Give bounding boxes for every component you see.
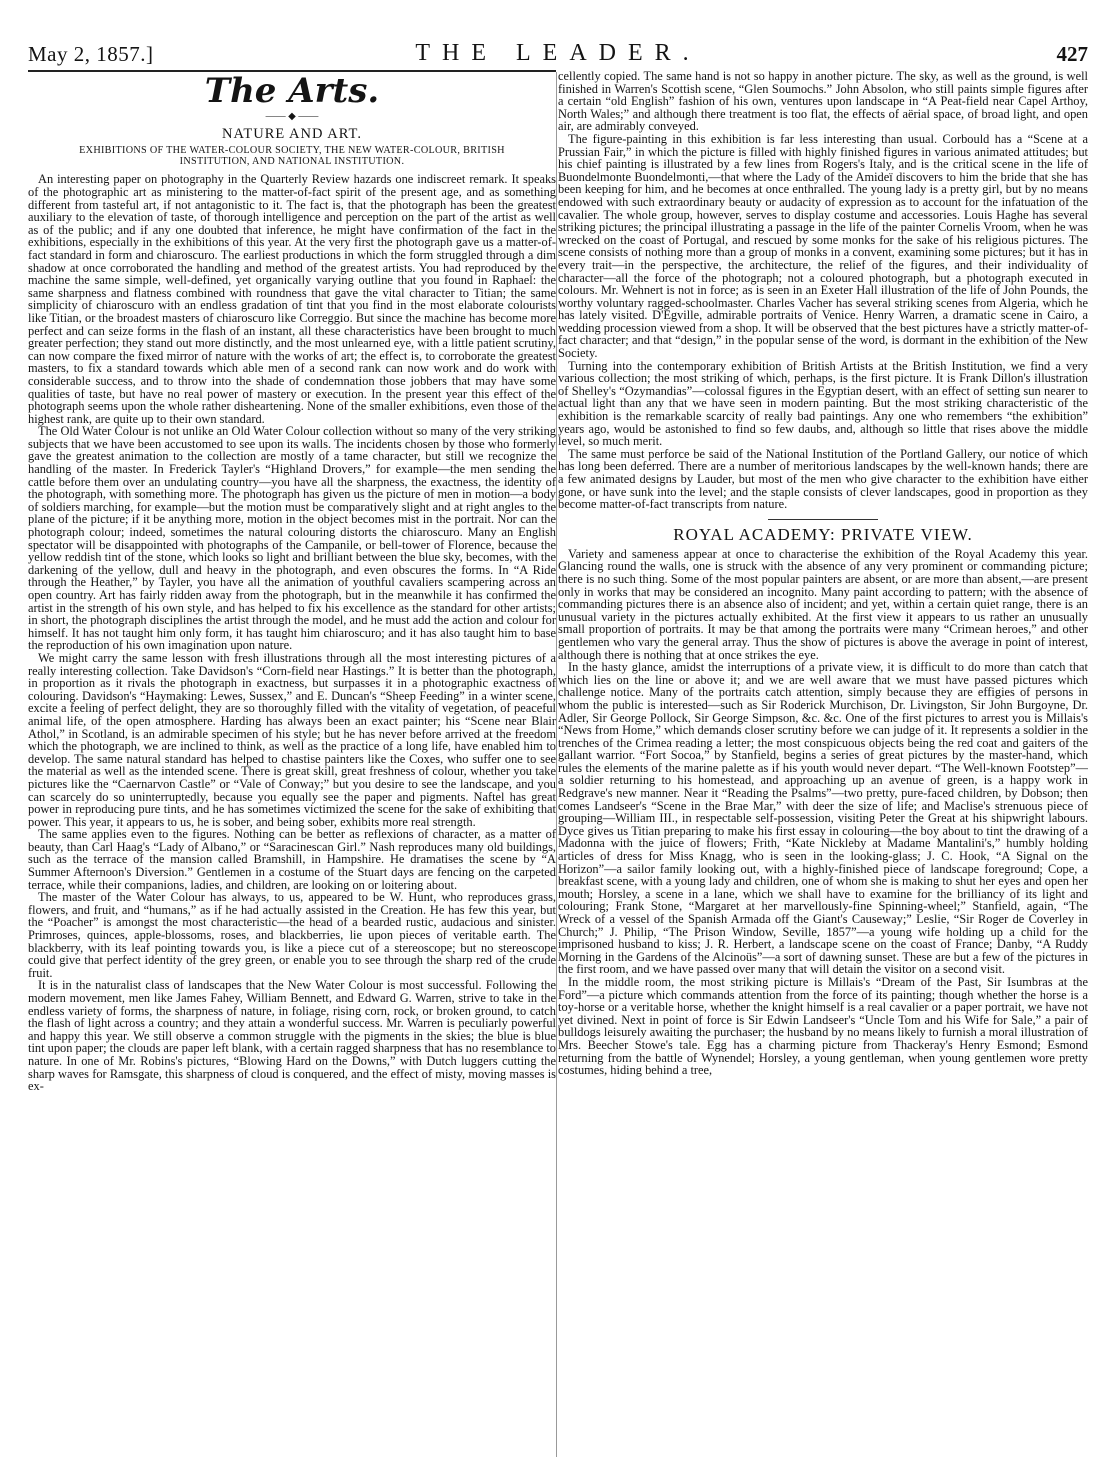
article-paragraph: We might carry the same lesson with fresh illustrations through all the most interesting pictures of a really interesting collection. Take Davidson's “Corn-field near Hastings.” It is better than the photograph, in proportion as it rivals the photograph in exactness, but surpasses it in a photographic exactness of colouring. Davidson's “Haymaking: Lewes, Sussex,” and E. Duncan's “Sheep Feeding” in a winter scene, excite a feeling of perfect delight, they are so thoroughly filled with the vitality of vegetation, of peaceful animal life, of the open atmosphere. Harding has always been an exact painter; his “Scene near Blair Athol,” in Scotland, is an admirable specimen of his style; but he has never before arrived at the freedom which the photograph, we are inclined to think, as well as the practice of a long life, have enabled him to develop. The same natural standard has helped to chastise painters like the Coxes, who suffer one to see the material as well as the intended scene. There is great skill, great freshness of colour, whether you take pictures like the “Caernarvon Castle” or “Vale of Conway;” but you desire to see the landscape, and you can scarcely do so uninterruptedly, because you equally see the paper and pigments. Naftel has great power in reproducing pure tints, and he has sometimes victimized the scene for the sake of exhibiting that power. This year, it appears to us, he is sober, and being sober, exhibits more real strength. [28, 650, 556, 829]
header-page-number: 427 [1056, 42, 1088, 66]
article-paragraph: The same applies even to the figures. Nothing can be better as reflexions of character, as a matter of beauty, than Carl Haag's “Lady of Albano,” or “Saracinescan Girl.” Nash reproduces many old buildings, such as the terrace of the mansion called Bramshill, in Hampshire. He dramatises the scene by “A Summer Afternoon's Diversion.” Gentlemen in a costume of the Stuart days are fencing on the carpeted terrace, while their companions, ladies, and children, are looking on or loitering about. [28, 827, 556, 892]
article-paragraph: The figure-painting in this exhibition is far less interesting than usual. Corbould has a “Scene at a Prussian Fair,” in which the picture is filled with highly finished figures in various animated attitudes; but his chief painting is illustrated by a few lines from Rogers's Italy, and is the critical scene in the life of Buondelmonte Buondelmonti,—that where the Lady of the Amideï discovers to him the bride that she has been keeping for him, and he becomes at once enthralled. The young lady is a pretty girl, but by no means endowed with such extraordinary beauty or audacity of expression as to account for the infatuation of the cavalier. The whole group, however, serves to display costume and accessories. Louis Haghe has several striking pictures; the principal illustrating a passage in the life of the painter Cornelis Vroom, when he was wrecked on the coast of Portugal, and rescued by some monks for the sake of his religious pictures. The scene consists of nothing more than a group of monks in a convent, examining some pictures; but it has in every trait—in the perspective, the architecture, the relief of the figures, and their individuality of character—all the force of the photograph; not a coloured photograph, but a photograph executed in colours. Mr. Wehnert is not in force; as is seen in an Exeter Hall illustration of the life of John Pounds, the worthy voluntary ragged-schoolmaster. Charles Vacher has several striking scenes from Algeria, which he has lately visited. D'Egville, admirable portraits of Venice. Henry Warren, a dramatic scene in Cairo, a wedding procession viewed from a shop. It will be observed that the best pictures have a strictly matter-of-fact character; and that “design,” in the popular sense of the word, is dormant in the exhibition of the New Society. [558, 131, 1088, 361]
ornament-divider: —— ◆ —— [265, 111, 319, 122]
article-paragraph: The same must perforce be said of the National Institution of the Portland Gallery, our notice of which has long been deferred. There are a number of meritorious landscapes by the well-known hands; there are a few animated designs by Lauder, but most of the men who give character to the exhibition have either gone, or have sunk into the level; and the staple consists of clever landscapes, good in proportion as they become matter-of-fact transcripts from nature. [558, 446, 1088, 512]
article-paragraph: In the hasty glance, amidst the interruptions of a private view, it is difficult to do more than catch that which lies on the line or above it; and we are well aware that we must have passed pictures which challenge notice. Many of the portraits catch attention, simply because they are effigies of persons in whom the public is interested—such as Sir Roderick Murchison, Dr. Livingston, Sir John Burgoyne, Dr. Adler, Sir George Pollock, Sir George Simpson, &c. &c. One of the first pictures to arrest you is Millais's “News from Home,” which demands closer scrutiny before we can judge of it. It represents a soldier in the trenches of the Crimea reading a letter; the most conspicuous objects being the red coat and gaiters of the gallant warrior. “Fort Socoa,” by Stanfield, begins a series of great pictures by the master-hand, which rules the elements of the marine palette as if his youth would never depart. “The Well-known Footstep”—a soldier returning to his homestead, and approaching up an avenue of green, is a happy work in Redgrave's new manner. Near it “Reading the Psalms”—two pretty, pure-faced children, by Dobson; then comes Landseer's “Scene in the Brae Mar,” with deer the size of life; and Maclise's strenuous piece of grouping—William III., in respectable self-possession, visiting Peter the Great at his shipwright labours. Dyce gives us Titian preparing to make his first essay in colouring—the boy about to tint the drawing of a Madonna with the juice of flowers; Frith, “Kate Nickleby at Madame Mantalini's,” humbly holding articles of dress for Miss Knagg, who is seen in the looking-glass; J. C. Hook, “A Signal on the Horizon”—a sailor family looking out, with a highly-finished piece of landscape foreground; Cope, a breakfast scene, with a young lady and children, one of whom she is making to shut her eyes and open her mouth; Horsley, a scene in a lane, which we shall have to examine for the brilliancy of its light and colouring; Frank Stone, “Margaret at her marvellously-fine Spinning-wheel;” Stanfield, again, “The Wreck of a vessel of the Spanish Armada off the Giant's Causeway;” Leslie, “Sir Roger de Coverley in Church;” J. Philip, “The Prison Window, Seville, 1857”—a young wife holding up a child for the imprisoned husband to kiss; J. R. Herbert, a landscape scene on the coast of France; Danby, “A Ruddy Morning in the Gardens of the Alcinoüs”—a sort of dawning sunset. These are but a few of the pictures in the first room, and we have passed over many that will detain the visitor on a second visit. [558, 660, 1088, 977]
page-header [28, 36, 1088, 66]
article-title-nature-and-art: NATURE AND ART. [222, 126, 362, 142]
article-paragraph: In the middle room, the most striking picture is Millais's “Dream of the Past, Sir Isumbras at the Ford”—a picture which commands attention from the force of its painting; though whether the horse is a toy-horse or a veritable horse, whether the knight himself is a real cavalier or a paper portrait, we have not yet divined. Next in point of force is Sir Edwin Landseer's “Uncle Tom and his Wife for Sale,” a pair of bulldogs leisurely awaiting the purchaser; the husband by no means likely to furnish a moral illustration of Mrs. Beecher Stowe's tale. Egg has a charming picture from Thackeray's Henry Esmond; Esmond returning from the battle of Wynendel; Horsley, a young gentleman, when young gentlemen wore pretty costumes, hiding behind a tree, [558, 974, 1088, 1078]
header-date: May 2, 1857.] [28, 42, 154, 66]
article-paragraph: It is in the naturalist class of landscapes that the New Water Colour is most successful. Following the modern movement, men like James Fahey, William Bennett, and Edward G. Warren, strive to take in the endless variety of forms, the sharpness of nature, in foliage, rising corn, rock, or broken ground, to catch the flash of light across a country; and they attain a wonderful success. Mr. Warren is peculiarly powerful and happy this year. We still observe a common struggle with the pigments in the skies; the blue is blue tint upon paper; the clouds are paper left blank, with a certain ragged sharpness that has no resemblance to nature. In one of Mr. Robins's pictures, “Blowing Hard on the Downs,” with Dutch luggers cutting the sharp waves for Ramsgate, this sharpness of cloud is conquered, and the effect of misty, moving masses is ex- [28, 978, 556, 1094]
right-column [558, 70, 1088, 1458]
left-column [28, 72, 556, 1460]
article-paragraph: Turning into the contemporary exhibition of British Artists at the British Institution, we find a very various collection; the most striking of which, perhaps, is the first picture. It is Frank Dillon's illustration of Shelley's “Ozymandias”—colossal figures in the Egyptian desert, with an effect of setting sun nearer to actual light than any that we have seen in modern painting. But the most striking characteristic of the exhibition is the remarkable scarcity of really bad paintings. Any one who remembers “the exhibition” years ago, would be astonished to find so few daubs, and, although so little that rises above the middle level, so much merit. [558, 358, 1088, 449]
section-rule [768, 519, 878, 520]
article-paragraph: cellently copied. The same hand is not so happy in another picture. The sky, as well as the ground, is well finished in Warren's Scottish scene, “Glen Soumochs.” John Absolon, who still paints simple figures after a certain “old English” fashion of his own, ventures upon landscape in “A Peat-field near Capel Arthoy, North Wales;” and although there treatment is too flat, the effects of aërial space, of broad light, and open air, are admirably conveyed. [558, 70, 1088, 134]
article-paragraph: An interesting paper on photography in the Quarterly Review hazards one indiscreet remark. It speaks of the photographic art as ministering to the matter-of-fact spirit of the present age, and as something different from tasteful art, if not antagonistic to it. The fact is, that the photograph has been the greatest auxiliary to the elevation of taste, of thorough intelligence and perception on the part of the artist as well as of the public; and if any one doubted that inference, he might have confirmation of the fact in the exhibitions, especially in the exhibitions of this year. At the very first the photograph gave us a matter-of-fact standard in form and chiaroscuro. The earliest productions in which the form struggled through a dim shadow at once corroborated the handling and method of the greatest artists. You had reproduced by the machine the same simple, well-defined, yet organically varying outline that you found in Raphael: the same sharpness and flatness combined with roundness that gave the vital character to Titian; the same simplicity of chiaroscuro with an endless gradation of tint that you find in the most elaborate colourists like Titian, or the broadest masters of chiaroscuro like Correggio. But since the machine has become more perfect and can seize forms in the flash of an instant, all these characteristics have been brought to much greater perfection; they stand out more distinctly, and the most unlearned eye, with a little patient scrutiny, can now compare the fixed mirror of nature with the works of art; the effect is, to corroborate the greatest masters, to fix a standard towards which able men of a second rank can now work and do work with considerable success, and to throw into the shade of condemnation those jobbers that may have some qualities of taste, but have no real power of mastery or execution. In the present year this effect of the photograph seems upon the whole rather disheartening. None of the smaller exhibitions, even those of the highest rank, are quite up to their own standard. [28, 172, 556, 426]
section-title: The Arts. [204, 72, 380, 111]
article-paragraph: The master of the Water Colour has always, to us, appeared to be W. Hunt, who reproduces grass, flowers, and fruit, and “humans,” as if he had actually assisted in the Creation. He has few this year, but the “Poacher” is amongst the most characteristic—the head of a bearded rustic, audacious and sinister. Primroses, quinces, apple-blossoms, roses, and blackberries, lie upon pieces of veritable earth. The blackberry, with its leaf pointing towards you, is like a piece cut of a stereoscope; but no stereoscope could give that perfect identity of the grey green, or enable you to see through the sharp red of the crude fruit. [28, 890, 556, 980]
article-subhead: EXHIBITIONS OF THE WATER-COLOUR SOCIETY, THE NEW WATER-COLOUR, BRITISH INSTITUTION, AND NATIONAL INSTITUTION. [79, 145, 505, 168]
header-title: THE LEADER. [415, 40, 701, 66]
article-paragraph: Variety and sameness appear at once to characterise the exhibition of the Royal Academy this year. Glancing round the walls, one is struck with the absence of any very prominent or commanding picture; there is no such thing. Some of the most popular painters are absent, or are more than absent,—are present only in works that may be considered an incognito. Many paint according to pattern; with the absence of commanding pictures there is an absence also of incident; and yet, within a certain quiet range, there is an unusual variety in the pictures actually exhibited. At the first view it appears to us rather an unusually small proportion of portraits. It may be that among the portraits were many “Crimean heroes,” and other gentlemen who vary the general array. Thus the show of pictures is above the average in point of interest, although there is nothing that at once strikes the eye. [558, 546, 1088, 662]
article-paragraph: The Old Water Colour is not unlike an Old Water Colour collection without so many of the very striking subjects that we have been accustomed to see upon its walls. The incidents chosen by those who formerly gave the greatest animation to the collection are mostly of a tame character, but still we recognize the handling of the master. In Frederick Tayler's “Highland Drovers,” for example—the men sending the cattle before them over an undulating country—you have all the sharpness, the exactness, the identity of the photograph, with something more. The photograph has given us the picture of men in motion—a body of soldiers marching, for example—but the motion must be comparatively slight and at right angles to the plane of the picture; if it be anything more, motion in the object becomes mist in the portrait. Nor can the photograph colour; indeed, sometimes the natural colouring distorts the chiaroscuro. Many an English spectator will be disappointed with photographs of the Campanile, or bell-tower of Florence, because the yellow reddish tint of the stone, which looks so light and brilliant between the blue sky, becomes, with the darkening of the yellow, dull and heavy in the photograph, and even obscures the forms. In “A Ride through the Heather,” by Tayler, you have all the animation of youthful cavaliers scampering across an open country. Art has fairly ridden away from the photograph, but in the meanwhile it has confirmed the artist in the strength of his own style, and has helped to fix his excellence as the standard for other artists; in short, the photograph disciplines the artist through the model, and he must add the action and colour for himself. It has not taught him only form, it has taught him chiaroscuro; and it has also taught him to base the reproduction of his own imagination upon nature. [28, 424, 556, 653]
column-divider [556, 72, 557, 1457]
article-title-royal-academy: ROYAL ACADEMY: PRIVATE VIEW. [673, 524, 973, 544]
